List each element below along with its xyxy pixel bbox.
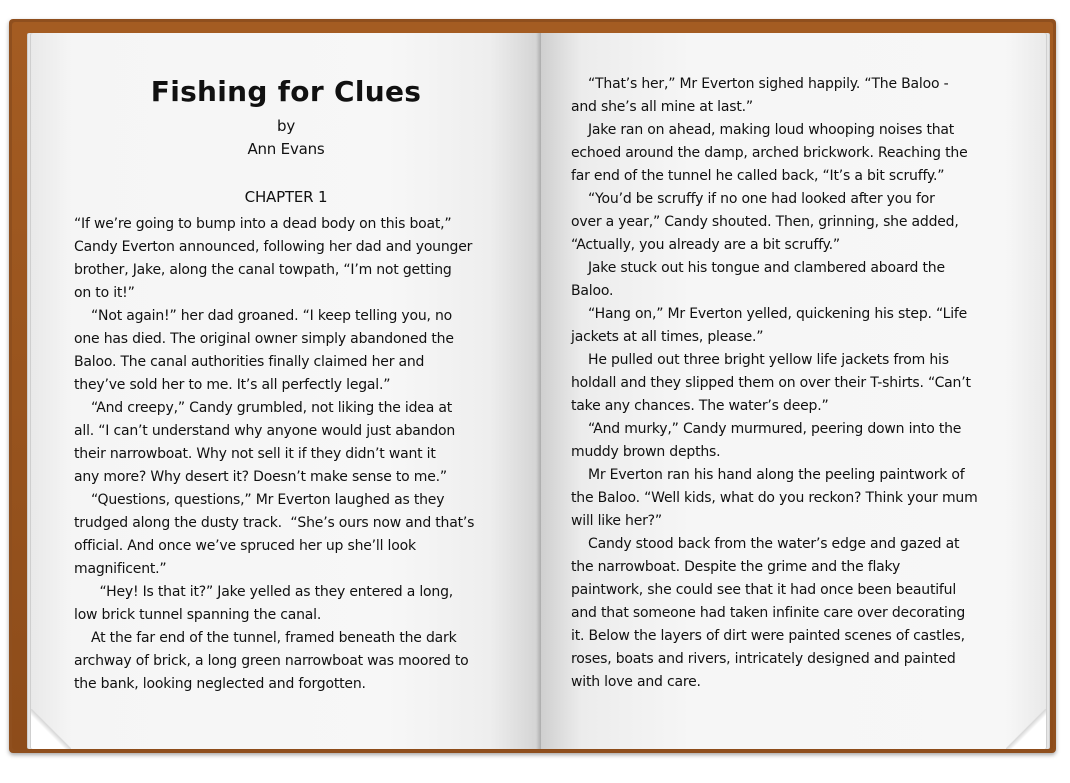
- text-line: paintwork, she could see that it had once been beautiful: [571, 582, 957, 598]
- text-line: “Actually, you already are a bit scruffy.”: [571, 237, 840, 253]
- left-page: [31, 33, 541, 749]
- text-line: they’ve sold her to me. It’s all perfectly legal.”: [74, 377, 391, 393]
- right-page: [541, 33, 1046, 749]
- text-line: all. “I can’t understand why anyone would just abandon: [74, 423, 456, 439]
- text-line: At the far end of the tunnel, framed beneath the dark: [74, 630, 457, 646]
- text-line: the Baloo. “Well kids, what do you reckon? Think your mum: [571, 490, 978, 506]
- text-line: “You’d be scruffy if no one had looked after you for: [571, 191, 935, 207]
- text-line: muddy brown depths.: [571, 444, 721, 460]
- text-line: Candy Everton announced, following her dad and younger: [74, 239, 473, 255]
- text-line: Candy stood back from the water’s edge and gazed at: [571, 536, 960, 552]
- text-line: jackets at all times, please.”: [571, 329, 764, 345]
- page-curl-left: [31, 709, 71, 749]
- text-line: take any chances. The water’s deep.”: [571, 398, 829, 414]
- text-line: over a year,” Candy shouted. Then, grinning, she added,: [571, 214, 959, 230]
- text-line: and that someone had taken infinite care over decorating: [571, 605, 966, 621]
- text-line: “And murky,” Candy murmured, peering down into the: [571, 421, 962, 437]
- text-line: “And creepy,” Candy grumbled, not liking the idea at: [74, 400, 452, 416]
- text-line: official. And once we’ve spruced her up she’ll look: [74, 538, 416, 554]
- text-line: Mr Everton ran his hand along the peeling paintwork of: [571, 467, 965, 483]
- text-line: holdall and they slipped them on over their T-shirts. “Can’t: [571, 375, 971, 391]
- byline-label: by: [277, 117, 295, 135]
- text-line: their narrowboat. Why not sell it if they didn’t want it: [74, 446, 436, 462]
- chapter-heading: CHAPTER 1: [244, 188, 328, 206]
- book-title: Fishing for Clues: [150, 75, 422, 108]
- text-line: any more? Why desert it? Doesn’t make sense to me.”: [74, 469, 447, 485]
- text-line: “Hang on,” Mr Everton yelled, quickening his step. “Life: [571, 306, 968, 322]
- text-line: on to it!”: [74, 285, 135, 301]
- right-page-body: [571, 73, 1011, 694]
- text-line: archway of brick, a long green narrowboat was moored to: [74, 653, 469, 669]
- text-line: with love and care.: [571, 674, 701, 690]
- text-line: Baloo.: [571, 283, 614, 299]
- text-line: and she’s all mine at last.”: [571, 99, 753, 115]
- text-line: brother, Jake, along the canal towpath, “I’m not getting: [74, 262, 452, 278]
- text-line: “Questions, questions,” Mr Everton laughed as they: [74, 492, 445, 508]
- text-line: “Hey! Is that it?” Jake yelled as they entered a long,: [74, 584, 454, 600]
- text-line: far end of the tunnel he called back, “It’s a bit scruffy.”: [571, 168, 945, 184]
- text-line: magnificent.”: [74, 561, 167, 577]
- text-line: “If we’re going to bump into a dead body on this boat,”: [74, 216, 452, 232]
- left-page-body: [74, 213, 514, 696]
- text-line: roses, boats and rivers, intricately designed and painted: [571, 651, 956, 667]
- author-name: Ann Evans: [247, 140, 325, 158]
- text-line: the bank, looking neglected and forgotten.: [74, 676, 366, 692]
- text-line: Baloo. The canal authorities finally claimed her and: [74, 354, 425, 370]
- open-book: [9, 19, 1056, 753]
- text-line: will like her?”: [571, 513, 662, 529]
- text-line: He pulled out three bright yellow life jackets from his: [571, 352, 949, 368]
- text-line: Jake stuck out his tongue and clambered aboard the: [571, 260, 945, 276]
- text-line: low brick tunnel spanning the canal.: [74, 607, 322, 623]
- text-line: one has died. The original owner simply abandoned the: [74, 331, 454, 347]
- text-line: it. Below the layers of dirt were painted scenes of castles,: [571, 628, 965, 644]
- text-line: Jake ran on ahead, making loud whooping noises that: [571, 122, 955, 138]
- text-line: trudged along the dusty track. “She’s ours now and that’s: [74, 515, 475, 531]
- text-line: the narrowboat. Despite the grime and the flaky: [571, 559, 901, 575]
- text-line: echoed around the damp, arched brickwork. Reaching the: [571, 145, 968, 161]
- text-line: “That’s her,” Mr Everton sighed happily. “The Baloo -: [571, 76, 949, 92]
- text-line: “Not again!” her dad groaned. “I keep telling you, no: [74, 308, 453, 324]
- page-curl-right: [1006, 709, 1046, 749]
